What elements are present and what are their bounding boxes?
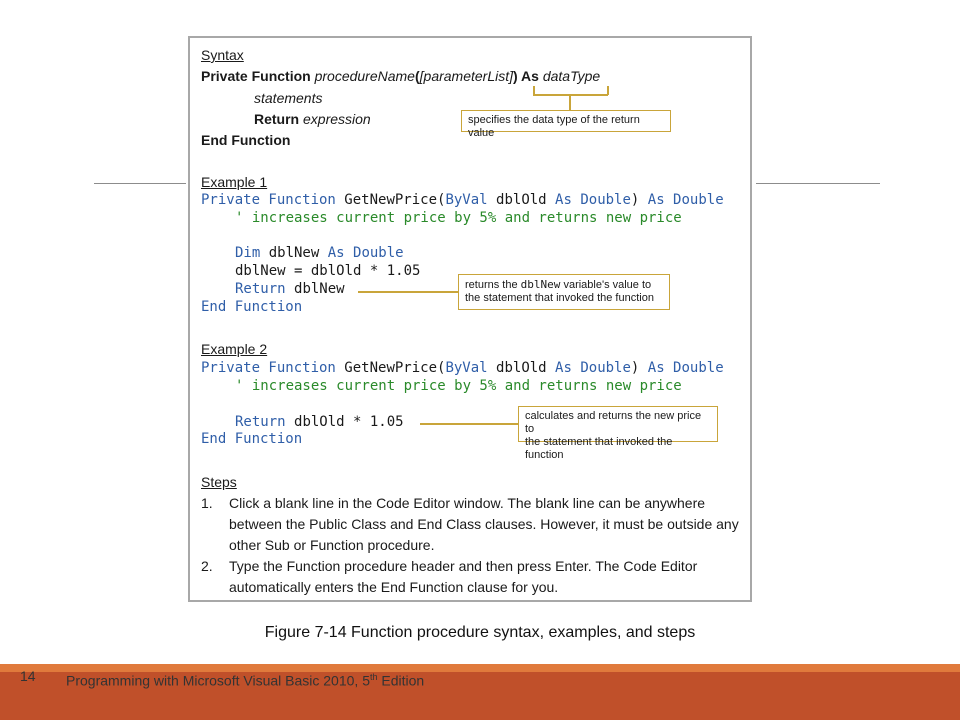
example1-end-line: End Function: [201, 299, 303, 315]
example1-assign-line: dblNew = dblOld * 1.05: [235, 263, 421, 279]
example2-heading: Example 2: [201, 341, 268, 357]
syntax-callout: specifies the data type of the return value: [461, 110, 671, 132]
syntax-bracket-bottom: [533, 94, 608, 96]
syntax-statements: statements: [254, 90, 323, 106]
example1-dim-line: Dim dblNew As Double: [235, 245, 404, 261]
steps-heading: Steps: [201, 474, 237, 490]
syntax-header-line: Private Function procedureName([parameterList]) As dataType: [201, 68, 601, 84]
example1-callout: returns the dblNew variable's value to the statement that invoked the function: [458, 274, 670, 310]
syntax-end-line: End Function: [201, 132, 291, 148]
figure-caption: Figure 7-14 Function procedure syntax, examples, and steps: [264, 624, 696, 641]
footer-title: Programming with Microsoft Visual Basic 2010, 5th Edition: [66, 672, 425, 689]
syntax-bracket-stem: [569, 94, 571, 110]
example2-leader-line: [420, 423, 518, 425]
figure-panel: [188, 36, 752, 602]
example2-return-line: Return dblOld * 1.05: [235, 414, 404, 430]
example2-end-line: End Function: [201, 431, 303, 447]
step-1-number: 1.: [201, 495, 213, 511]
example2-callout: calculates and returns the new price to the statement that invoked the function: [518, 406, 718, 442]
step-2-line-1: Type the Function procedure header and then press Enter. The Code Editor: [229, 558, 698, 574]
footer-accent-stripe: [0, 664, 960, 672]
step-1-line-3: other Sub or Function procedure.: [229, 537, 435, 553]
left-divider-line: [94, 183, 186, 184]
syntax-return-line: Return expression: [254, 111, 371, 127]
syntax-bracket-right: [607, 86, 609, 95]
page-number: 14: [20, 668, 36, 684]
example1-leader-line: [358, 291, 458, 293]
example1-heading: Example 1: [201, 174, 268, 190]
step-1-line-2: between the Public Class and End Class clauses. However, it must be outside any: [229, 516, 739, 532]
example1-comment: ' increases current price by 5% and returns new price: [235, 210, 682, 226]
example2-header-line: Private Function GetNewPrice(ByVal dblOld As Double) As Double: [201, 360, 724, 376]
example1-return-line: Return dblNew: [235, 281, 345, 297]
example1-header-line: Private Function GetNewPrice(ByVal dblOld As Double) As Double: [201, 192, 724, 208]
right-divider-line: [756, 183, 880, 184]
step-1-line-1: Click a blank line in the Code Editor window. The blank line can be anywhere: [229, 495, 706, 511]
example2-comment: ' increases current price by 5% and returns new price: [235, 378, 682, 394]
step-2-number: 2.: [201, 558, 213, 574]
step-2-line-2: automatically enters the End Function clause for you.: [229, 579, 559, 595]
syntax-heading: Syntax: [201, 47, 244, 63]
